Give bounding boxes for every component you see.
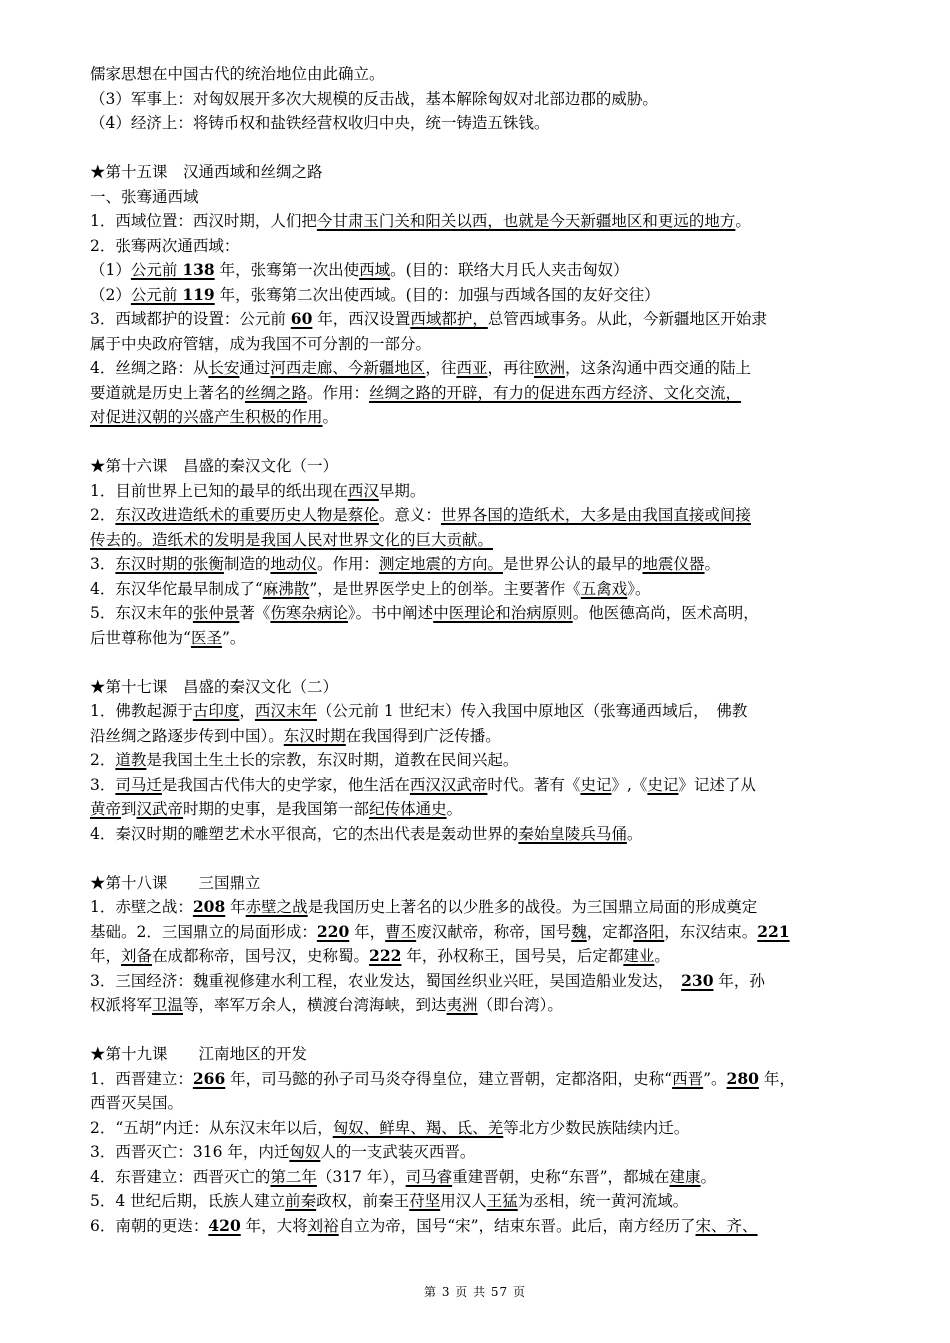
- underlined-keyword: 五禽戏: [580, 579, 628, 598]
- underlined-keyword: 魏: [571, 922, 587, 941]
- text-segment: （4）经济上：将铸币权和盐铁经营权收归中央，统一铸造五铢钱。: [90, 114, 550, 132]
- underlined-keyword: 西域: [359, 261, 391, 279]
- text-segment: 》。: [627, 579, 651, 598]
- text-segment: 年，: [90, 947, 122, 965]
- text-segment: 用汉人: [440, 1192, 487, 1210]
- underlined-keyword: 蔡伦: [347, 506, 379, 524]
- text-segment: 后世尊称他为“: [90, 628, 191, 647]
- text-line: [90, 160, 908, 185]
- text-segment: 是我国土生土长的宗教，东汉时期，道教在民间兴起。: [146, 751, 519, 769]
- text-segment: 1．佛教起源于: [90, 702, 193, 720]
- underlined-keyword: 张仲景: [192, 604, 240, 622]
- text-segment: 要道就是历史上著名的: [90, 383, 246, 402]
- text-line: [90, 944, 908, 969]
- text-line: [90, 479, 908, 504]
- text-segment: 1．赤壁之战：: [90, 898, 193, 916]
- text-segment: 3．西域都护的设置：公元前: [90, 310, 291, 328]
- underlined-keyword: 纪传体通史: [369, 800, 447, 818]
- underlined-keyword: 东汉改进造纸术的重要历史人物是: [115, 506, 348, 524]
- text-segment: 》,《: [611, 775, 648, 794]
- text-segment: 3．: [90, 555, 116, 573]
- text-segment: 废汉献帝，称帝，国号: [416, 922, 572, 941]
- text-segment: 。: [735, 212, 751, 230]
- text-segment: 年，: [758, 1069, 795, 1088]
- underlined-keyword: 丝绸之路的开辟，有力的促进东西方经济、文化交流，: [369, 383, 742, 402]
- underlined-keyword: 今甘肃玉门关和阳关以西，也就是今天新疆地区和更远的地方: [316, 212, 736, 230]
- underlined-keyword: 地动仪: [270, 555, 317, 573]
- underlined-keyword: 前秦: [285, 1192, 317, 1210]
- text-line: [90, 62, 908, 87]
- text-segment: 。(目的：联络大月氏人夹击匈奴）: [390, 261, 629, 279]
- underlined-keyword: 王猛: [486, 1192, 518, 1210]
- text-line: [90, 552, 908, 577]
- text-segment: 。他医德高尚，医术高明，: [572, 604, 759, 622]
- underlined-keyword: 东汉时期: [283, 726, 346, 745]
- text-line: [90, 675, 908, 700]
- text-segment: 是我国历史上著名的以少胜多的战役。为三国鼎立局面的形成奠定: [307, 898, 758, 916]
- underlined-keyword: 公元前: [130, 285, 183, 304]
- underlined-keyword: 史记: [580, 775, 612, 794]
- text-segment: 3．西晋灭亡：316 年，内迁: [90, 1143, 290, 1161]
- text-segment: 为丞相，统一黄河流域。: [517, 1192, 689, 1210]
- underlined-keyword: 中医理论和治病原则: [433, 604, 573, 622]
- text-line: [90, 1214, 908, 1239]
- text-line: [90, 1189, 908, 1214]
- text-segment: 。: [700, 1167, 717, 1186]
- text-segment: ★第十七课 昌盛的秦汉文化（二）: [90, 677, 339, 696]
- text-segment: 。: [654, 947, 670, 965]
- text-line: [90, 381, 908, 406]
- underlined-keyword: 西晋: [672, 1069, 704, 1088]
- underlined-keyword: 伤寒杂病论: [270, 604, 348, 622]
- page-footer: 第 3 页 共 57 页: [424, 1285, 526, 1299]
- underlined-keyword: 建业: [623, 947, 655, 965]
- text-line: [90, 185, 908, 210]
- text-line: [90, 405, 908, 430]
- underlined-keyword: 洛阳: [633, 922, 665, 941]
- text-segment: 1．西晋建立：: [90, 1069, 193, 1088]
- text-segment: 。: [322, 408, 339, 426]
- text-segment: 。: [626, 824, 643, 843]
- text-line: [90, 1165, 908, 1190]
- underlined-keyword: 夷洲: [446, 996, 478, 1014]
- text-segment: 政权，前秦王: [316, 1192, 410, 1210]
- underlined-keyword: 对促进汉朝的兴盛产生积极的作用: [90, 408, 323, 426]
- text-segment: ，往: [425, 359, 457, 377]
- underlined-keyword: 西域都护，: [410, 310, 488, 328]
- text-segment: ，定都: [586, 922, 634, 941]
- blank-line: [90, 136, 908, 161]
- text-segment: 》。书中阐述: [347, 604, 434, 622]
- underlined-keyword: 221: [757, 921, 790, 941]
- text-segment: ，再往: [487, 359, 534, 377]
- text-segment: ”。: [221, 628, 246, 647]
- text-line: [90, 528, 908, 553]
- text-segment: （3）军事上：对匈奴展开多次大规模的反击战，基本解除匈奴对北部边郡的威胁。: [90, 89, 658, 108]
- text-segment: 重建晋朝，史称“东晋”，都城在: [452, 1167, 670, 1186]
- text-segment: 3．: [90, 775, 116, 794]
- underlined-keyword: 西汉汉武帝: [409, 775, 488, 794]
- text-line: [90, 920, 908, 945]
- blank-line: [90, 1018, 908, 1043]
- text-segment: ”。: [703, 1069, 727, 1088]
- underlined-keyword: 司马迁: [115, 775, 162, 794]
- text-segment: 早期。: [378, 481, 426, 500]
- underlined-keyword: 宋、齐、: [695, 1216, 758, 1235]
- text-segment: 时代。著有《: [487, 775, 581, 794]
- underlined-keyword: 张衡: [192, 555, 224, 573]
- text-segment: （公元前 1 世纪末）传入我国中原地区（张骞通西域后， 佛教: [316, 702, 748, 720]
- text-segment: 年，司马懿的孙子司马炎夺得皇位，建立晋朝，定都洛阳，史称“: [225, 1069, 673, 1088]
- underlined-keyword: 苻坚: [409, 1192, 441, 1210]
- text-segment: 1．西域位置：西汉时期，人们把: [90, 212, 317, 230]
- text-segment: 4．丝绸之路：从: [90, 359, 209, 377]
- underlined-keyword: 60: [290, 309, 313, 328]
- text-line: [90, 332, 908, 357]
- underlined-keyword: 刘裕: [307, 1216, 339, 1235]
- text-line: [90, 822, 908, 847]
- text-line: [90, 87, 908, 112]
- underlined-keyword: 古印度: [192, 702, 240, 720]
- text-line: [90, 1042, 908, 1067]
- underlined-keyword: 曹丕: [385, 922, 417, 941]
- text-segment: 年: [225, 898, 246, 916]
- text-line: [90, 209, 908, 234]
- text-segment: 2．: [90, 751, 116, 769]
- text-segment: （1）: [90, 261, 131, 279]
- text-segment: 4．秦汉时期的雕塑艺术水平很高，它的杰出代表是轰动世界的: [90, 824, 519, 843]
- text-segment: 属于中央政府管辖，成为我国不可分割的一部分。: [90, 334, 432, 353]
- underlined-keyword: 266: [192, 1068, 226, 1088]
- text-line: [90, 283, 908, 308]
- text-line: [90, 895, 908, 920]
- underlined-keyword: 刘备: [121, 947, 153, 965]
- text-segment: 年，孙: [713, 971, 765, 990]
- text-line: [90, 871, 908, 896]
- text-segment: 人的一支武装灭西晋。: [320, 1143, 476, 1161]
- text-segment: ，这条沟通中西交通的陆上: [564, 359, 751, 377]
- text-segment: 沿丝绸之路逐步传到中国）。: [90, 726, 284, 745]
- text-segment: 在我国得到广泛传播。: [345, 726, 501, 745]
- underlined-keyword: 208: [192, 897, 226, 916]
- text-segment: 。意义：: [378, 506, 441, 524]
- text-segment: 5．东汉末年的: [90, 604, 193, 622]
- text-segment: 等北方少数民族陆续内迁。: [503, 1118, 690, 1137]
- text-line: [90, 601, 908, 626]
- text-line: [90, 773, 908, 798]
- text-segment: 年，张骞第二次出使西域。(目的：加强与西域各国的友好交往）: [214, 285, 660, 304]
- text-segment: 权派将军: [90, 996, 153, 1014]
- text-line: [90, 503, 908, 528]
- text-segment: 。: [704, 555, 721, 573]
- underlined-keyword: 420: [208, 1215, 241, 1235]
- text-segment: 西晋灭吴国。: [90, 1094, 184, 1112]
- text-segment: 2．: [90, 506, 116, 524]
- text-segment: （2）: [90, 285, 131, 304]
- text-segment: 4．东汉华佗最早制成了“: [90, 579, 263, 598]
- text-segment: ★第十六课 昌盛的秦汉文化（一）: [90, 457, 339, 475]
- underlined-keyword: 黄帝: [90, 800, 122, 818]
- text-segment: ”，是世界医学史上的创举。主要著作《: [309, 579, 581, 598]
- underlined-keyword: 138: [182, 260, 215, 279]
- underlined-keyword: 222: [369, 946, 402, 965]
- text-segment: 年，西汉设置: [312, 310, 411, 328]
- text-segment: ，东汉结束。: [664, 922, 758, 941]
- text-segment: ★第十五课 汉通西域和丝绸之路: [90, 163, 323, 181]
- text-line: [90, 748, 908, 773]
- text-line: [90, 454, 908, 479]
- text-line: [90, 626, 908, 651]
- underlined-keyword: 道教: [115, 751, 147, 769]
- text-segment: 3．三国经济：魏重视修建水利工程，农业发达，蜀国丝织业兴旺，吴国造船业发达，: [90, 971, 682, 990]
- text-segment: 2．张骞两次通西域：: [90, 236, 240, 255]
- underlined-keyword: 第二年: [270, 1167, 317, 1186]
- text-segment: 等，率军万余人，横渡台湾海峡，到达: [183, 996, 447, 1014]
- text-segment: 在成都称帝，国号汉，史称蜀。: [152, 947, 370, 965]
- underlined-keyword: 史记: [647, 775, 679, 794]
- text-line: [90, 699, 908, 724]
- text-line: [90, 258, 908, 283]
- text-segment: ★第十九课 江南地区的开发: [90, 1045, 308, 1063]
- text-segment: 年，孙权称王，国号吴，后定都: [401, 947, 624, 965]
- text-segment: 4．东晋建立：西晋灭亡的: [90, 1167, 271, 1186]
- text-segment: 。作用：: [307, 383, 370, 402]
- text-segment: 一、张骞通西域: [90, 187, 199, 206]
- text-segment: 。作用：: [316, 555, 379, 573]
- text-segment: 是世界公认的最早的: [502, 555, 643, 573]
- text-segment: 时期的史事，是我国第一部: [183, 800, 370, 818]
- underlined-keyword: 地震仪器: [642, 555, 705, 573]
- blank-line: [90, 650, 908, 675]
- text-line: [90, 969, 908, 994]
- text-segment: （即台湾）。: [477, 996, 563, 1014]
- text-segment: 自立为帝，国号“宋”，结束东晋。此后，南方经历了: [338, 1216, 696, 1235]
- underlined-keyword: 麻沸散: [262, 579, 310, 598]
- text-segment: ，: [239, 702, 255, 720]
- text-line: [90, 234, 908, 259]
- text-segment: 。: [446, 800, 463, 818]
- underlined-keyword: 匈奴、鲜卑、羯、氐、羌: [332, 1118, 504, 1137]
- text-line: [90, 1116, 908, 1141]
- underlined-keyword: 西亚: [456, 359, 488, 377]
- text-line: [90, 356, 908, 381]
- text-line: [90, 1091, 908, 1116]
- text-segment: 著《: [239, 604, 271, 622]
- text-segment: 儒家思想在中国古代的统治地位由此确立。: [90, 65, 385, 83]
- underlined-keyword: 220: [316, 921, 350, 941]
- underlined-keyword: 丝绸之路: [245, 383, 308, 402]
- underlined-keyword: 匈奴: [289, 1143, 321, 1161]
- underlined-keyword: 长安: [208, 359, 240, 377]
- text-line: [90, 724, 908, 749]
- blank-line: [90, 430, 908, 455]
- text-line: [90, 797, 908, 822]
- text-segment: ★第十八课 三国鼎立: [90, 873, 261, 892]
- text-segment: 1．目前世界上已知的最早的纸出现在: [90, 481, 348, 500]
- text-line: [90, 993, 908, 1018]
- text-segment: 》记述了从: [678, 775, 756, 794]
- text-segment: 通过: [239, 359, 271, 377]
- underlined-keyword: 西汉: [347, 481, 379, 500]
- underlined-keyword: 西汉末年: [254, 702, 317, 720]
- underlined-keyword: 司马睿: [405, 1167, 453, 1186]
- text-line: [90, 307, 908, 332]
- underlined-keyword: 医圣: [190, 628, 222, 647]
- text-segment: 总管西域事务。从此，今新疆地区开始隶: [487, 310, 767, 328]
- underlined-keyword: 建康: [669, 1167, 701, 1186]
- blank-line: [90, 846, 908, 871]
- underlined-keyword: 230: [681, 970, 714, 990]
- text-line: [90, 111, 908, 136]
- text-segment: 年，: [349, 922, 386, 941]
- underlined-keyword: 世界各国的造纸术，大多是由我国直接或间接: [440, 506, 751, 524]
- text-segment: 年，大将: [240, 1216, 308, 1235]
- underlined-keyword: 119: [182, 284, 215, 304]
- underlined-keyword: 测定地震的方向。: [378, 555, 503, 573]
- document-body: [90, 62, 908, 1238]
- underlined-keyword: 赤壁之战: [245, 898, 308, 916]
- text-line: [90, 577, 908, 602]
- underlined-keyword: 280: [726, 1068, 759, 1088]
- text-segment: 2．“五胡”内迁：从东汉末年以后，: [90, 1118, 333, 1137]
- underlined-keyword: 汉武帝: [136, 800, 184, 818]
- text-segment: 到: [121, 800, 137, 818]
- text-segment: 基础。2．三国鼎立的局面形成：: [90, 922, 317, 941]
- text-line: [90, 1067, 908, 1092]
- text-segment: 6．南朝的更迭：: [90, 1216, 209, 1235]
- text-segment: 制造的: [223, 555, 271, 573]
- underlined-keyword: 河西走廊、今新疆地区: [270, 359, 426, 377]
- underlined-keyword: 公元前: [130, 261, 183, 279]
- text-segment: （317 年），: [316, 1167, 406, 1186]
- text-segment: 年，张骞第一次出使: [214, 261, 360, 279]
- text-line: [90, 1140, 908, 1165]
- text-segment: 5．4 世纪后期，氐族人建立: [90, 1192, 286, 1210]
- underlined-keyword: 东汉时期的: [115, 555, 193, 573]
- underlined-keyword: 传去的。造纸术的发明是我国人民对世界文化的巨大贡献。: [90, 530, 494, 549]
- underlined-keyword: 秦始皇陵兵马俑: [518, 824, 627, 843]
- text-segment: 是我国古代伟大的史学家，他生活在: [161, 775, 410, 794]
- underlined-keyword: 卫温: [152, 996, 184, 1014]
- underlined-keyword: 欧洲: [533, 359, 565, 377]
